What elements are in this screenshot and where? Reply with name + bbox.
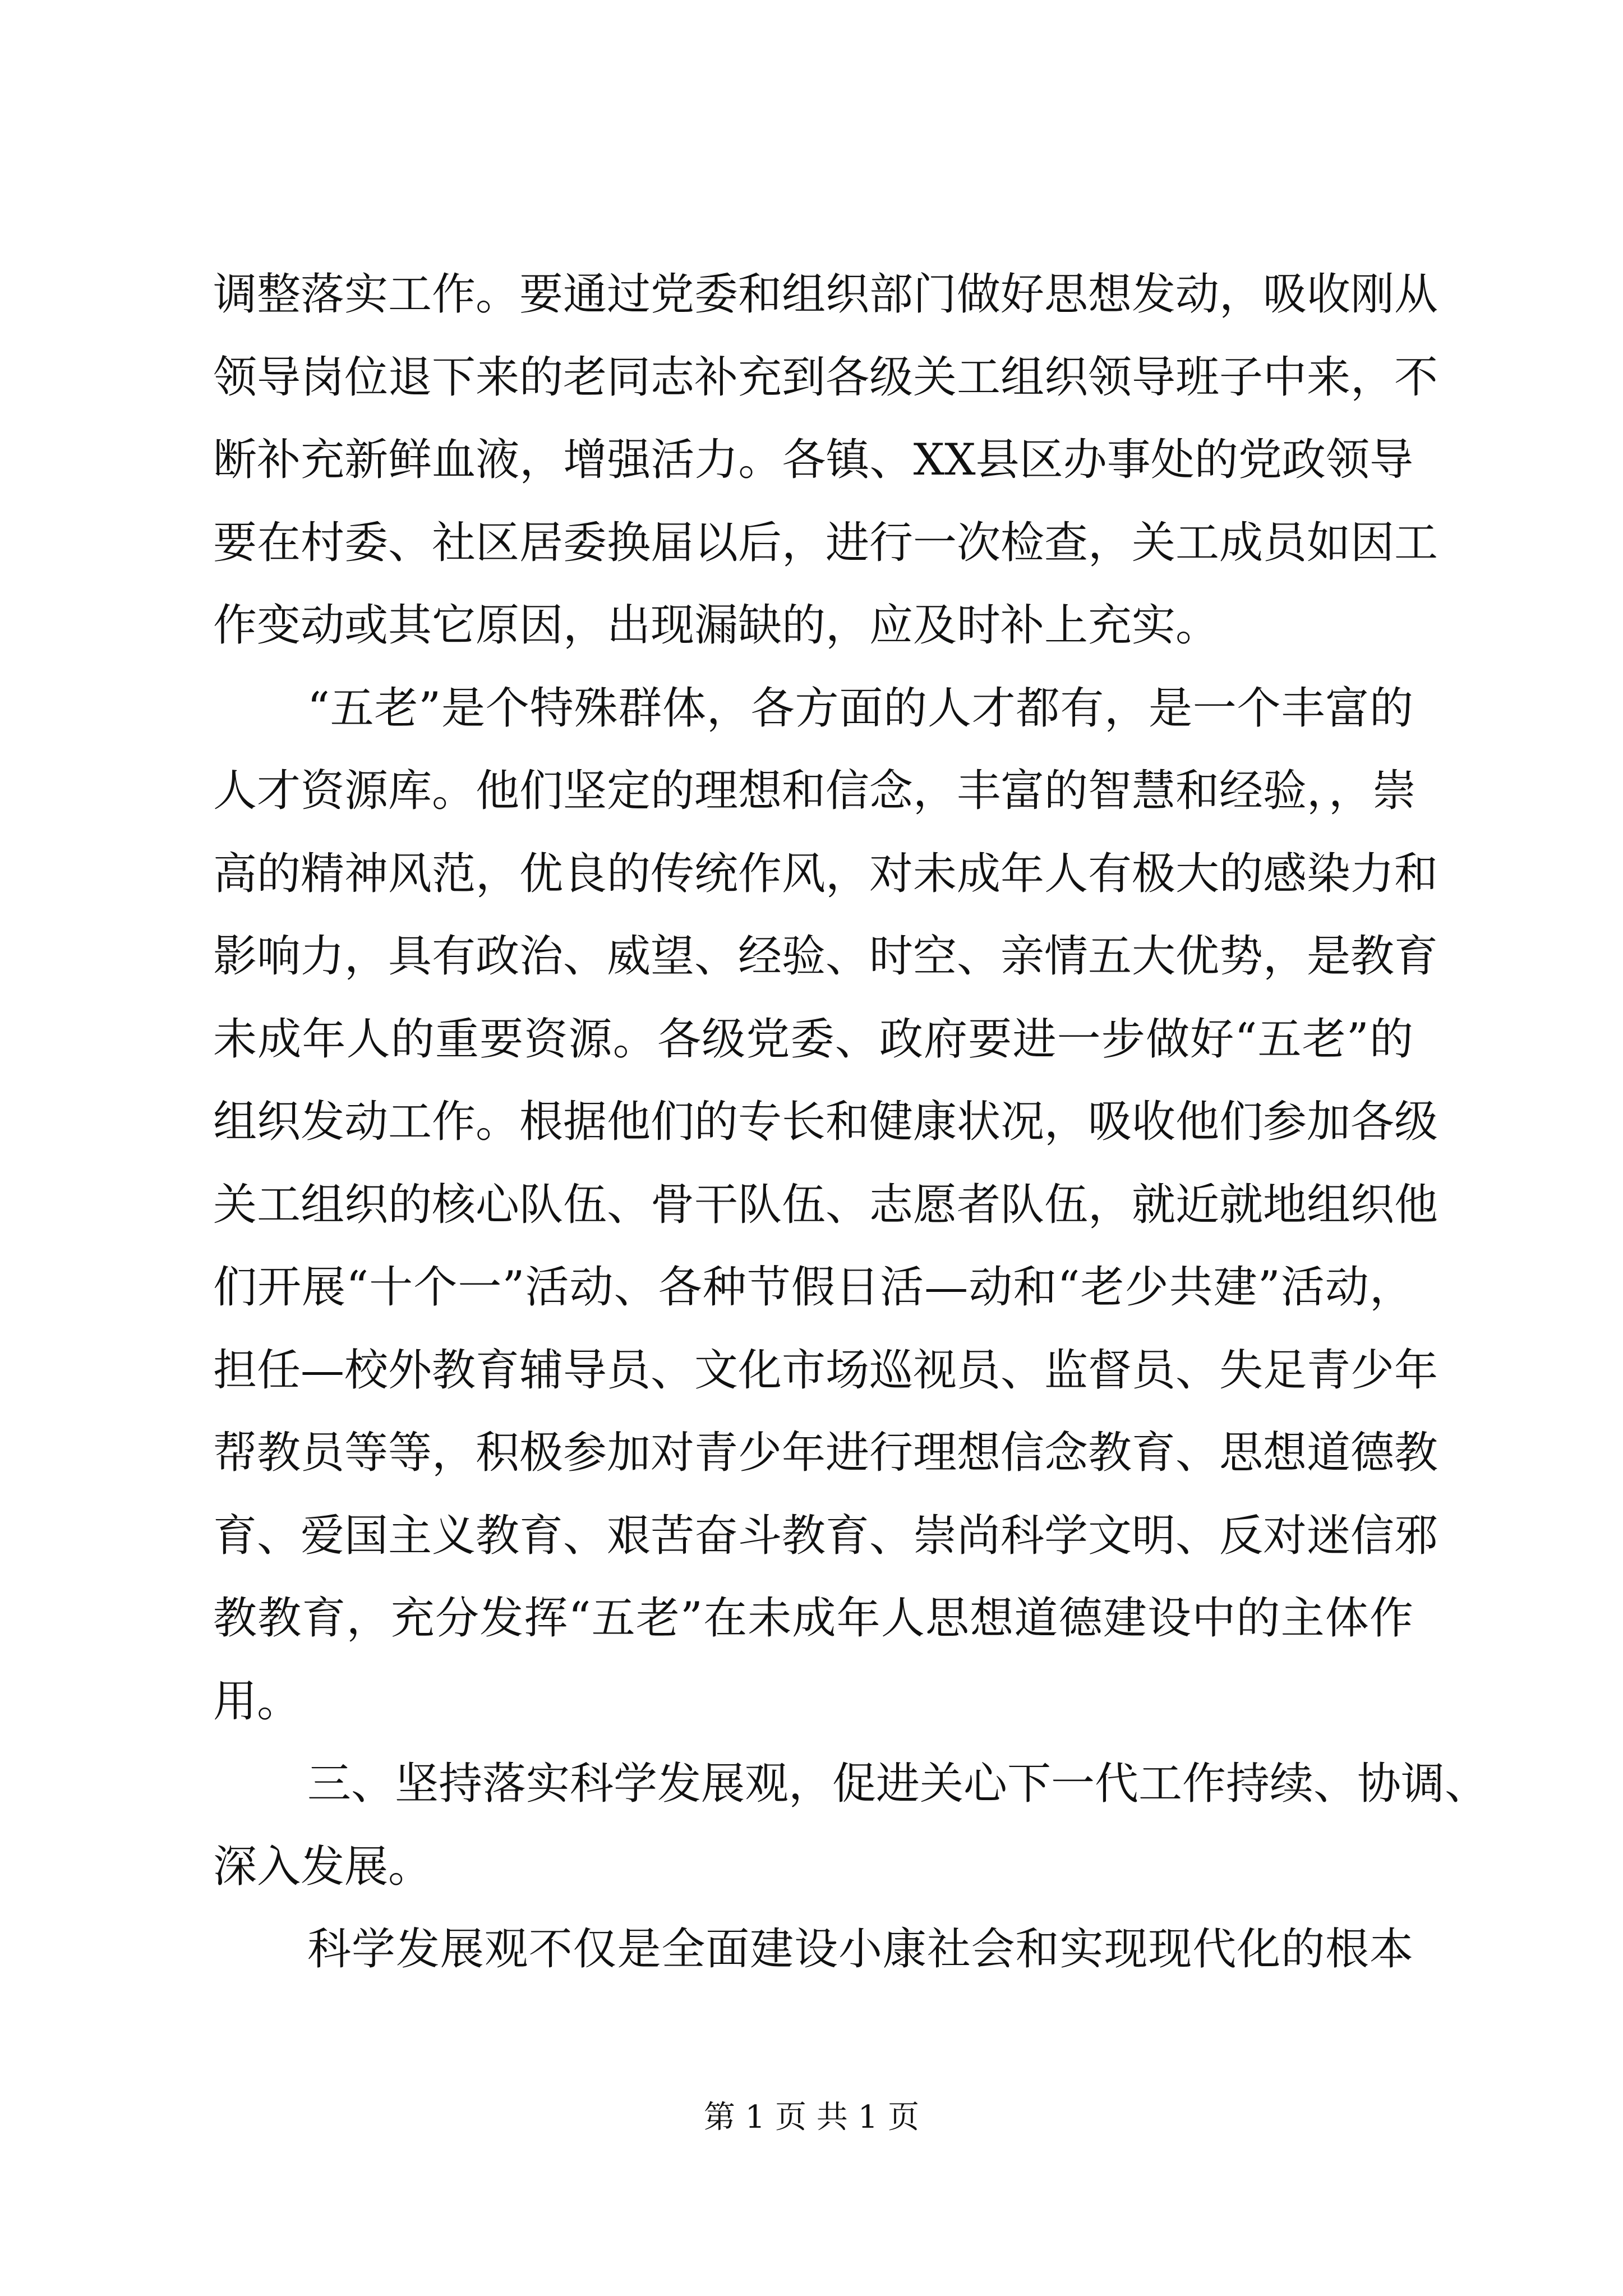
text-line: 未成年人的重要资源。各级党委、政府要进一步做好“五老”的 [213, 1014, 1413, 1065]
text-line: 作变动或其它原因，出现漏缺的，应及时补上充实。 [213, 600, 1220, 651]
text-line: 深入发展。 [213, 1841, 432, 1892]
text-line: 帮教员等等，积极参加对青少年进行理想信念教育、思想道德教 [213, 1428, 1438, 1478]
text-line: 们开展“十个一”活动、各种节假日活—动和“老少共建”活动， [213, 1262, 1413, 1313]
text-line: 育、爱国主义教育、艰苦奋斗教育、崇尚科学文明、反对迷信邪 [213, 1510, 1438, 1561]
text-line: 高的精神风范，优良的传统作风，对未成年人有极大的感染力和 [213, 848, 1438, 899]
text-line: 用。 [213, 1676, 301, 1727]
text-line: 人才资源库。他们坚定的理想和信念，丰富的智慧和经验，，崇 [213, 766, 1417, 816]
text-line: 影响力，具有政治、威望、经验、时空、亲情五大优势，是教育 [213, 931, 1438, 982]
text-line: 科学发展观不仅是全面建设小康社会和实现现代化的根本 [307, 1924, 1413, 1975]
page-footer: 第 1 页 共 1 页 [703, 2099, 920, 2136]
text-line: 组织发动工作。根据他们的专长和健康状况，吸收他们参加各级 [213, 1097, 1438, 1147]
text-line: 领导岗位退下来的老同志补充到各级关工组织领导班子中来，不 [213, 352, 1438, 403]
text-line: 教教育，充分发挥“五老”在未成年人思想道德建设中的主体作 [213, 1593, 1413, 1644]
text-line: 关工组织的核心队伍、骨干队伍、志愿者队伍，就近就地组织他 [213, 1179, 1438, 1230]
text-line: 三、坚持落实科学发展观，促进关心下一代工作持续、协调、 [307, 1759, 1489, 1809]
text-line: 要在村委、社区居委换届以后，进行一次检查，关工成员如因工 [213, 517, 1438, 568]
text-line: “五老”是个特殊群体，各方面的人才都有，是一个丰富的 [307, 683, 1413, 734]
text-line: 调整落实工作。要通过党委和组织部门做好思想发动，吸收刚从 [213, 269, 1438, 320]
text-line: 断补充新鲜血液，增强活力。各镇、XX县区办事处的党政领导 [213, 435, 1413, 485]
text-line: 担任—校外教育辅导员、文化市场巡视员、监督员、失足青少年 [213, 1345, 1438, 1396]
